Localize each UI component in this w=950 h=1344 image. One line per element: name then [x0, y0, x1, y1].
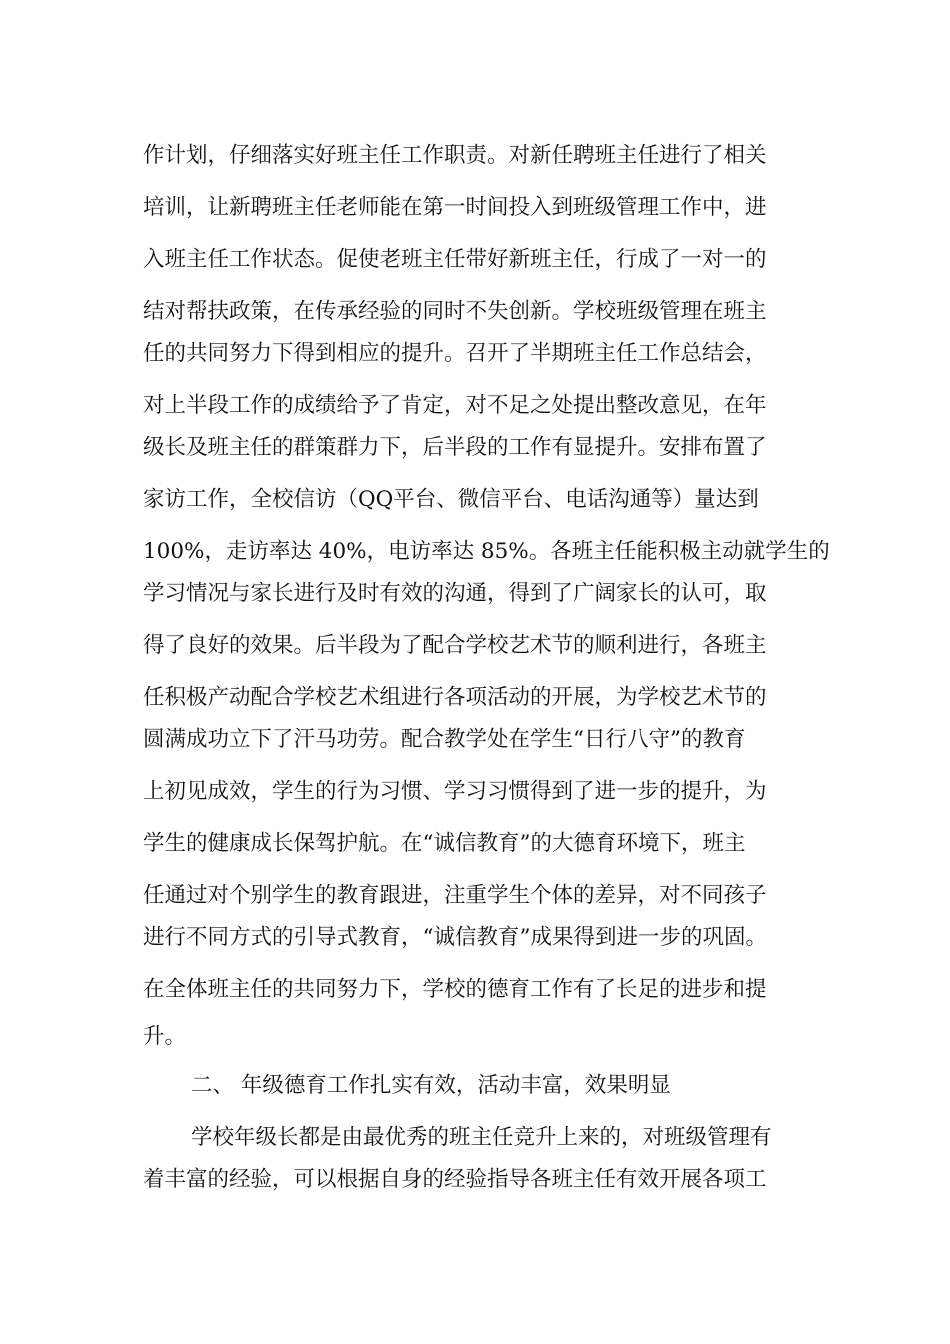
text-line: 上初见成效，学生的行为习惯、学习习惯得到了进一步的提升，为: [143, 779, 767, 804]
text-line: 任通过对个别学生的教育跟进，注重学生个体的差异，对不同孩子: [143, 883, 767, 908]
text-line: 对上半段工作的成绩给予了肯定，对不足之处提出整改意见，在年: [143, 393, 767, 418]
text-line: 学习情况与家长进行及时有效的沟通，得到了广阔家长的认可，取: [143, 581, 767, 606]
text-line: 结对帮扶政策，在传承经验的同时不失创新。学校班级管理在班主: [143, 299, 767, 324]
text-line: 学校年级长都是由最优秀的班主任竞升上来的，对班级管理有: [191, 1125, 772, 1150]
text-line: 任的共同努力下得到相应的提升。召开了半期班主任工作总结会，: [143, 341, 767, 366]
text-line: 学生的健康成长保驾护航。在“诚信教育”的大德育环境下，班主: [143, 831, 746, 856]
text-line: 在全体班主任的共同努力下，学校的德育工作有了长足的进步和提: [143, 977, 767, 1002]
text-line: 作计划，仔细落实好班主任工作职责。对新任聘班主任进行了相关: [143, 143, 767, 168]
text-line: 圆满成功立下了汗马功劳。配合教学处在学生“日行八守”的教育: [143, 727, 746, 752]
text-line: 任积极产动配合学校艺术组进行各项活动的开展，为学校艺术节的: [143, 685, 767, 710]
text-line: 进行不同方式的引导式教育，“诚信教育”成果得到进一步的巩固。: [143, 925, 767, 950]
section-heading: 二、 年级德育工作扎实有效，活动丰富，效果明显: [191, 1073, 671, 1098]
text-line: 入班主任工作状态。促使老班主任带好新班主任，行成了一对一的: [143, 247, 767, 272]
text-line: 培训，让新聘班主任老师能在第一时间投入到班级管理工作中，进: [143, 195, 767, 220]
text-line: 级长及班主任的群策群力下，后半段的工作有显提升。安排布置了: [143, 435, 767, 460]
text-line: 着丰富的经验，可以根据自身的经验指导各班主任有效开展各项工: [143, 1167, 767, 1192]
text-line: 升。: [143, 1024, 187, 1049]
text-line: 得了良好的效果。后半段为了配合学校艺术节的顺利进行，各班主: [143, 633, 767, 658]
text-line: 家访工作，全校信访（QQ平台、微信平台、电话沟通等）量达到: [143, 487, 759, 512]
text-line: 100%，走访率达 40%，电访率达 85%。各班主任能积极主动就学生的: [143, 539, 830, 564]
